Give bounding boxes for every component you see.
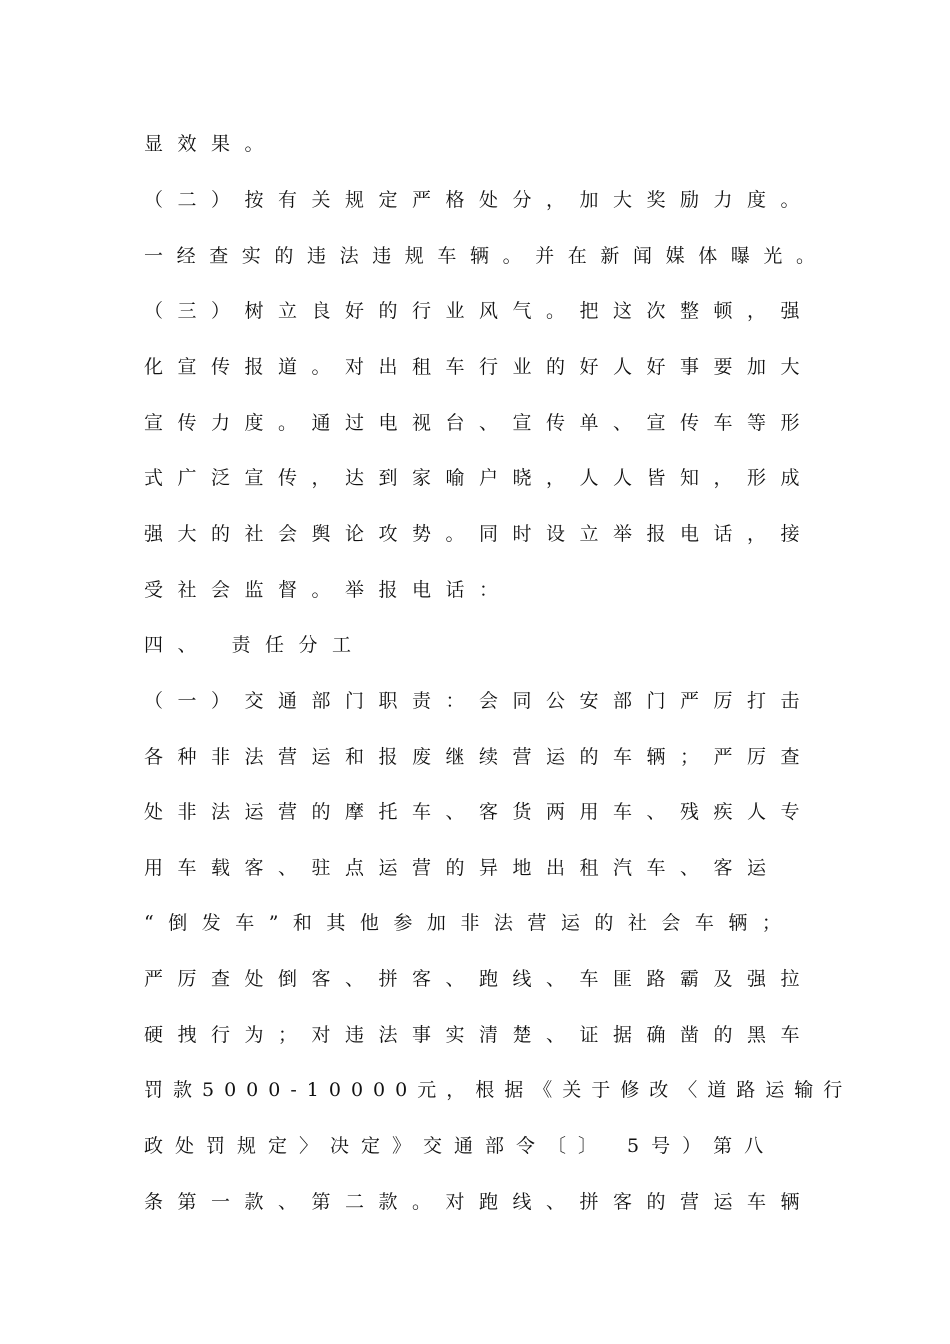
text-line-8: 强大的社会舆论攻势。同时设立举报电话，接: [144, 523, 815, 545]
text-line-5: 化宣传报道。对出租车行业的好人好事要加大: [144, 356, 815, 378]
text-line-11: （一）交通部门职责：会同公安部门严厉打击: [144, 690, 815, 712]
text-line-19: 政处罚规定〉决定》交通部令〔〕 5号）第八: [144, 1135, 776, 1157]
text-line-12: 各种非法营运和报废继续营运的车辆；严厉查: [144, 746, 815, 768]
text-line-2: （二）按有关规定严格处分，加大奖励力度。: [144, 189, 815, 211]
text-line-16: 严厉查处倒客、拼客、跑线、车匪路霸及强拉: [144, 968, 815, 990]
text-line-18: 罚款5000-10000元，根据《关于修改〈道路运输行: [144, 1079, 853, 1101]
text-line-20: 条第一款、第二款。对跑线、拼客的营运车辆: [144, 1191, 815, 1213]
text-line-7: 式广泛宣传，达到家喻户晓，人人皆知，形成: [144, 467, 815, 489]
text-line-15: “倒发车”和其他参加非法营运的社会车辆；: [144, 912, 796, 934]
section-heading: 四、 责任分工: [144, 634, 366, 656]
text-line-14: 用车载客、驻点运营的异地出租汽车、客运: [144, 857, 781, 879]
text-line-9: 受社会监督。举报电话：: [144, 579, 513, 601]
text-line-17: 硬拽行为；对违法事实清楚、证据确凿的黑车: [144, 1024, 815, 1046]
text-line-6: 宣传力度。通过电视台、宣传单、宣传车等形: [144, 412, 815, 434]
text-line-3: 一经查实的违法违规车辆。并在新闻媒体曝光。: [144, 245, 829, 267]
text-line-4: （三）树立良好的行业风气。把这次整顿，强: [144, 300, 815, 322]
text-line-1: 显效果。: [144, 133, 279, 155]
text-line-13: 处非法运营的摩托车、客货两用车、残疾人专: [144, 801, 815, 823]
